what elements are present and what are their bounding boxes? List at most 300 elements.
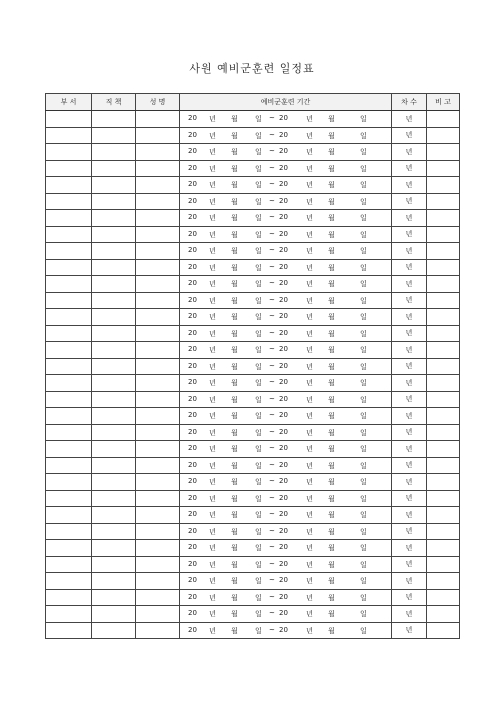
period-wol1: 월 xyxy=(231,214,238,222)
period-cell[interactable] xyxy=(180,309,392,326)
position-cell[interactable] xyxy=(92,622,136,639)
period-y1: 20 xyxy=(188,460,197,469)
period-cell[interactable] xyxy=(180,259,392,276)
period-nyeon1: 년 xyxy=(209,511,216,519)
period-cell[interactable] xyxy=(180,474,392,491)
name-cell[interactable] xyxy=(136,210,180,227)
dept-cell[interactable] xyxy=(46,127,92,144)
period-cell[interactable] xyxy=(180,358,392,375)
period-il1: 일 xyxy=(255,247,262,255)
period-nyeon2: 년 xyxy=(306,181,313,189)
dept-cell[interactable] xyxy=(46,177,92,194)
dept-cell[interactable] xyxy=(46,292,92,309)
training-schedule-table xyxy=(45,93,460,639)
period-y1: 20 xyxy=(188,180,197,188)
period-cell[interactable] xyxy=(180,606,392,623)
count-unit: 년 xyxy=(405,213,413,222)
period-nyeon2: 년 xyxy=(306,511,313,519)
period-cell[interactable] xyxy=(180,144,392,161)
name-cell[interactable] xyxy=(136,193,180,210)
period-nyeon2: 년 xyxy=(306,428,313,437)
position-cell[interactable] xyxy=(92,342,136,359)
note-cell[interactable] xyxy=(427,243,460,260)
dept-cell[interactable] xyxy=(46,408,92,425)
period-nyeon1: 년 xyxy=(209,478,216,486)
note-cell[interactable] xyxy=(427,540,460,557)
note-cell[interactable] xyxy=(427,342,460,359)
dept-cell[interactable] xyxy=(46,441,92,458)
period-tilde: ~ xyxy=(269,114,275,122)
period-y2: 20 xyxy=(279,180,288,188)
name-cell[interactable] xyxy=(136,309,180,326)
period-nyeon2: 년 xyxy=(306,560,313,569)
period-cell[interactable] xyxy=(180,243,392,260)
count-cell[interactable] xyxy=(392,391,427,408)
period-il2: 일 xyxy=(360,461,367,470)
dept-cell[interactable] xyxy=(46,540,92,557)
period-nyeon2: 년 xyxy=(306,346,313,354)
position-cell[interactable] xyxy=(92,556,136,573)
position-cell[interactable] xyxy=(92,210,136,227)
period-nyeon2: 년 xyxy=(306,131,313,140)
period-wol1: 월 xyxy=(231,346,238,354)
table-row xyxy=(46,160,460,177)
name-cell[interactable] xyxy=(136,523,180,540)
dept-cell[interactable] xyxy=(46,589,92,606)
period-cell[interactable] xyxy=(180,573,392,590)
period-y2: 20 xyxy=(279,229,288,238)
name-cell[interactable] xyxy=(136,573,180,590)
note-cell[interactable] xyxy=(427,160,460,177)
count-cell[interactable] xyxy=(392,408,427,425)
name-cell[interactable] xyxy=(136,358,180,375)
dept-cell[interactable] xyxy=(46,424,92,441)
period-nyeon1: 년 xyxy=(209,428,216,437)
table-row xyxy=(46,622,460,639)
note-cell[interactable] xyxy=(427,111,460,128)
period-nyeon1: 년 xyxy=(209,593,216,602)
count-cell[interactable] xyxy=(392,127,427,144)
period-cell[interactable] xyxy=(180,391,392,408)
position-cell[interactable] xyxy=(92,193,136,210)
period-tilde: ~ xyxy=(269,196,275,205)
period-cell[interactable] xyxy=(180,325,392,342)
period-cell[interactable] xyxy=(180,408,392,425)
note-cell[interactable] xyxy=(427,589,460,606)
name-cell[interactable] xyxy=(136,474,180,491)
period-y2: 20 xyxy=(279,361,288,370)
period-nyeon2: 년 xyxy=(306,610,313,618)
position-cell[interactable] xyxy=(92,160,136,177)
note-cell[interactable] xyxy=(427,259,460,276)
position-cell[interactable] xyxy=(92,474,136,491)
count-cell[interactable] xyxy=(392,111,427,128)
note-cell[interactable] xyxy=(427,573,460,590)
name-cell[interactable] xyxy=(136,622,180,639)
period-y2: 20 xyxy=(279,279,288,287)
name-cell[interactable] xyxy=(136,606,180,623)
name-cell[interactable] xyxy=(136,589,180,606)
period-cell[interactable] xyxy=(180,507,392,524)
position-cell[interactable] xyxy=(92,391,136,408)
count-cell[interactable] xyxy=(392,589,427,606)
period-y1: 20 xyxy=(188,147,197,155)
note-cell[interactable] xyxy=(427,441,460,458)
period-wol2: 월 xyxy=(328,478,335,486)
count-cell[interactable] xyxy=(392,160,427,177)
note-cell[interactable] xyxy=(427,622,460,639)
note-cell[interactable] xyxy=(427,177,460,194)
name-cell[interactable] xyxy=(136,556,180,573)
period-wol2: 월 xyxy=(328,296,335,305)
count-cell[interactable] xyxy=(392,193,427,210)
name-cell[interactable] xyxy=(136,441,180,458)
period-y2: 20 xyxy=(279,510,288,518)
dept-cell[interactable] xyxy=(46,490,92,507)
note-cell[interactable] xyxy=(427,358,460,375)
period-y1: 20 xyxy=(188,114,197,122)
count-cell[interactable] xyxy=(392,309,427,326)
note-cell[interactable] xyxy=(427,309,460,326)
period-cell[interactable] xyxy=(180,589,392,606)
period-tilde: ~ xyxy=(269,378,275,386)
period-cell[interactable] xyxy=(180,292,392,309)
dept-cell[interactable] xyxy=(46,375,92,392)
position-cell[interactable] xyxy=(92,408,136,425)
period-y1: 20 xyxy=(188,229,197,238)
table-row xyxy=(46,589,460,606)
count-cell[interactable] xyxy=(392,424,427,441)
note-cell[interactable] xyxy=(427,391,460,408)
dept-cell[interactable] xyxy=(46,622,92,639)
period-il1: 일 xyxy=(255,494,262,503)
position-cell[interactable] xyxy=(92,144,136,161)
period-cell[interactable] xyxy=(180,226,392,243)
position-cell[interactable] xyxy=(92,259,136,276)
period-nyeon2: 년 xyxy=(306,478,313,486)
period-cell[interactable] xyxy=(180,375,392,392)
name-cell[interactable] xyxy=(136,243,180,260)
period-wol2: 월 xyxy=(328,428,335,437)
period-wol1: 월 xyxy=(231,445,238,453)
position-cell[interactable] xyxy=(92,606,136,623)
count-unit: 년 xyxy=(405,444,413,453)
period-tilde: ~ xyxy=(269,246,275,254)
note-cell[interactable] xyxy=(427,127,460,144)
position-cell[interactable] xyxy=(92,523,136,540)
dept-cell[interactable] xyxy=(46,193,92,210)
table-row xyxy=(46,111,460,128)
period-il1: 일 xyxy=(255,296,262,305)
count-unit: 년 xyxy=(405,543,413,552)
dept-cell[interactable] xyxy=(46,226,92,243)
period-nyeon1: 년 xyxy=(209,313,216,321)
period-y1: 20 xyxy=(188,559,197,568)
position-cell[interactable] xyxy=(92,309,136,326)
period-wol2: 월 xyxy=(328,164,335,173)
period-wol1: 월 xyxy=(231,428,238,437)
period-il2: 일 xyxy=(360,527,367,536)
name-cell[interactable] xyxy=(136,259,180,276)
dept-cell[interactable] xyxy=(46,457,92,474)
position-cell[interactable] xyxy=(92,540,136,557)
name-cell[interactable] xyxy=(136,457,180,474)
position-cell[interactable] xyxy=(92,589,136,606)
count-cell[interactable] xyxy=(392,606,427,623)
name-cell[interactable] xyxy=(136,226,180,243)
count-unit: 년 xyxy=(405,147,413,156)
name-cell[interactable] xyxy=(136,375,180,392)
count-cell[interactable] xyxy=(392,573,427,590)
dept-cell[interactable] xyxy=(46,325,92,342)
note-cell[interactable] xyxy=(427,523,460,540)
dept-cell[interactable] xyxy=(46,507,92,524)
dept-cell[interactable] xyxy=(46,358,92,375)
period-nyeon1: 년 xyxy=(209,181,216,189)
period-wol1: 월 xyxy=(231,395,238,404)
period-nyeon2: 년 xyxy=(306,313,313,321)
position-cell[interactable] xyxy=(92,276,136,293)
note-cell[interactable] xyxy=(427,226,460,243)
period-wol2: 월 xyxy=(328,412,335,420)
name-cell[interactable] xyxy=(136,144,180,161)
count-cell[interactable] xyxy=(392,474,427,491)
period-il2: 일 xyxy=(360,544,367,552)
count-cell[interactable] xyxy=(392,457,427,474)
name-cell[interactable] xyxy=(136,507,180,524)
note-cell[interactable] xyxy=(427,375,460,392)
period-y2: 20 xyxy=(279,477,288,485)
note-cell[interactable] xyxy=(427,210,460,227)
dept-cell[interactable] xyxy=(46,276,92,293)
period-wol1: 월 xyxy=(231,313,238,321)
count-cell[interactable] xyxy=(392,177,427,194)
dept-cell[interactable] xyxy=(46,474,92,491)
count-cell[interactable] xyxy=(392,358,427,375)
count-cell[interactable] xyxy=(392,342,427,359)
period-y1: 20 xyxy=(188,361,197,370)
dept-cell[interactable] xyxy=(46,391,92,408)
position-cell[interactable] xyxy=(92,441,136,458)
period-cell[interactable] xyxy=(180,276,392,293)
position-cell[interactable] xyxy=(92,127,136,144)
note-cell[interactable] xyxy=(427,507,460,524)
count-unit: 년 xyxy=(405,279,413,288)
period-y2: 20 xyxy=(279,411,288,419)
count-cell[interactable] xyxy=(392,556,427,573)
period-wol1: 월 xyxy=(231,115,238,123)
dept-cell[interactable] xyxy=(46,243,92,260)
position-cell[interactable] xyxy=(92,375,136,392)
name-cell[interactable] xyxy=(136,540,180,557)
table-row xyxy=(46,243,460,260)
name-cell[interactable] xyxy=(136,391,180,408)
name-cell[interactable] xyxy=(136,490,180,507)
count-cell[interactable] xyxy=(392,507,427,524)
period-il1: 일 xyxy=(255,379,262,387)
period-tilde: ~ xyxy=(269,543,275,551)
period-cell[interactable] xyxy=(180,622,392,639)
period-il1: 일 xyxy=(255,577,262,585)
dept-cell[interactable] xyxy=(46,606,92,623)
period-cell[interactable] xyxy=(180,160,392,177)
name-cell[interactable] xyxy=(136,408,180,425)
note-cell[interactable] xyxy=(427,424,460,441)
dept-cell[interactable] xyxy=(46,111,92,128)
period-cell[interactable] xyxy=(180,127,392,144)
table-row xyxy=(46,474,460,491)
period-il2: 일 xyxy=(360,197,367,206)
period-nyeon1: 년 xyxy=(209,461,216,470)
period-cell[interactable] xyxy=(180,490,392,507)
period-tilde: ~ xyxy=(269,411,275,419)
header-dept: 부 서 xyxy=(46,94,92,111)
name-cell[interactable] xyxy=(136,342,180,359)
position-cell[interactable] xyxy=(92,358,136,375)
period-cell[interactable] xyxy=(180,210,392,227)
period-tilde: ~ xyxy=(269,312,275,320)
dept-cell[interactable] xyxy=(46,523,92,540)
dept-cell[interactable] xyxy=(46,144,92,161)
table-row xyxy=(46,325,460,342)
name-cell[interactable] xyxy=(136,177,180,194)
name-cell[interactable] xyxy=(136,276,180,293)
name-cell[interactable] xyxy=(136,292,180,309)
dept-cell[interactable] xyxy=(46,309,92,326)
period-y1: 20 xyxy=(188,246,197,254)
period-cell[interactable] xyxy=(180,424,392,441)
period-y1: 20 xyxy=(188,394,197,403)
note-cell[interactable] xyxy=(427,276,460,293)
note-cell[interactable] xyxy=(427,490,460,507)
count-cell[interactable] xyxy=(392,144,427,161)
position-cell[interactable] xyxy=(92,177,136,194)
position-cell[interactable] xyxy=(92,507,136,524)
period-il2: 일 xyxy=(360,280,367,288)
period-y1: 20 xyxy=(188,526,197,535)
dept-cell[interactable] xyxy=(46,342,92,359)
note-cell[interactable] xyxy=(427,556,460,573)
count-cell[interactable] xyxy=(392,490,427,507)
count-cell[interactable] xyxy=(392,523,427,540)
count-cell[interactable] xyxy=(392,259,427,276)
period-wol1: 월 xyxy=(231,461,238,470)
period-wol2: 월 xyxy=(328,214,335,222)
period-wol2: 월 xyxy=(328,560,335,569)
count-cell[interactable] xyxy=(392,441,427,458)
note-cell[interactable] xyxy=(427,408,460,425)
position-cell[interactable] xyxy=(92,226,136,243)
period-cell[interactable] xyxy=(180,193,392,210)
dept-cell[interactable] xyxy=(46,573,92,590)
period-cell[interactable] xyxy=(180,540,392,557)
name-cell[interactable] xyxy=(136,424,180,441)
period-il2: 일 xyxy=(360,610,367,618)
count-cell[interactable] xyxy=(392,226,427,243)
name-cell[interactable] xyxy=(136,325,180,342)
period-cell[interactable] xyxy=(180,177,392,194)
dept-cell[interactable] xyxy=(46,210,92,227)
position-cell[interactable] xyxy=(92,573,136,590)
period-y2: 20 xyxy=(279,444,288,452)
period-wol1: 월 xyxy=(231,296,238,305)
period-y1: 20 xyxy=(188,295,197,304)
period-wol2: 월 xyxy=(328,445,335,453)
period-il2: 일 xyxy=(360,329,367,338)
note-cell[interactable] xyxy=(427,144,460,161)
position-cell[interactable] xyxy=(92,424,136,441)
period-nyeon2: 년 xyxy=(306,445,313,453)
table-row xyxy=(46,226,460,243)
period-wol1: 월 xyxy=(231,544,238,552)
position-cell[interactable] xyxy=(92,292,136,309)
position-cell[interactable] xyxy=(92,490,136,507)
period-wol1: 월 xyxy=(231,362,238,371)
note-cell[interactable] xyxy=(427,474,460,491)
table-row xyxy=(46,276,460,293)
period-nyeon1: 년 xyxy=(209,610,216,618)
dept-cell[interactable] xyxy=(46,160,92,177)
period-il2: 일 xyxy=(360,346,367,354)
note-cell[interactable] xyxy=(427,606,460,623)
position-cell[interactable] xyxy=(92,457,136,474)
dept-cell[interactable] xyxy=(46,556,92,573)
note-cell[interactable] xyxy=(427,292,460,309)
count-cell[interactable] xyxy=(392,325,427,342)
period-tilde: ~ xyxy=(269,477,275,485)
name-cell[interactable] xyxy=(136,160,180,177)
period-nyeon1: 년 xyxy=(209,280,216,288)
period-y1: 20 xyxy=(188,345,197,353)
table-row xyxy=(46,127,460,144)
position-cell[interactable] xyxy=(92,243,136,260)
name-cell[interactable] xyxy=(136,127,180,144)
period-tilde: ~ xyxy=(269,163,275,172)
period-nyeon1: 년 xyxy=(209,577,216,585)
period-tilde: ~ xyxy=(269,328,275,337)
position-cell[interactable] xyxy=(92,325,136,342)
dept-cell[interactable] xyxy=(46,259,92,276)
note-cell[interactable] xyxy=(427,325,460,342)
period-cell[interactable] xyxy=(180,441,392,458)
period-cell[interactable] xyxy=(180,523,392,540)
count-unit: 년 xyxy=(405,131,413,140)
count-unit: 년 xyxy=(405,428,413,437)
count-unit: 년 xyxy=(405,411,413,420)
note-cell[interactable] xyxy=(427,193,460,210)
period-tilde: ~ xyxy=(269,147,275,155)
count-cell[interactable] xyxy=(392,375,427,392)
position-cell[interactable] xyxy=(92,111,136,128)
count-cell[interactable] xyxy=(392,622,427,639)
count-cell[interactable] xyxy=(392,243,427,260)
period-y2: 20 xyxy=(279,625,288,634)
period-nyeon2: 년 xyxy=(306,527,313,536)
count-unit: 년 xyxy=(405,296,413,305)
period-cell[interactable] xyxy=(180,556,392,573)
count-cell[interactable] xyxy=(392,276,427,293)
note-cell[interactable] xyxy=(427,457,460,474)
period-y1: 20 xyxy=(188,130,197,139)
count-cell[interactable] xyxy=(392,292,427,309)
period-cell[interactable] xyxy=(180,342,392,359)
name-cell[interactable] xyxy=(136,111,180,128)
count-cell[interactable] xyxy=(392,210,427,227)
period-y1: 20 xyxy=(188,576,197,584)
period-cell[interactable] xyxy=(180,111,392,128)
count-cell[interactable] xyxy=(392,540,427,557)
period-cell[interactable] xyxy=(180,457,392,474)
